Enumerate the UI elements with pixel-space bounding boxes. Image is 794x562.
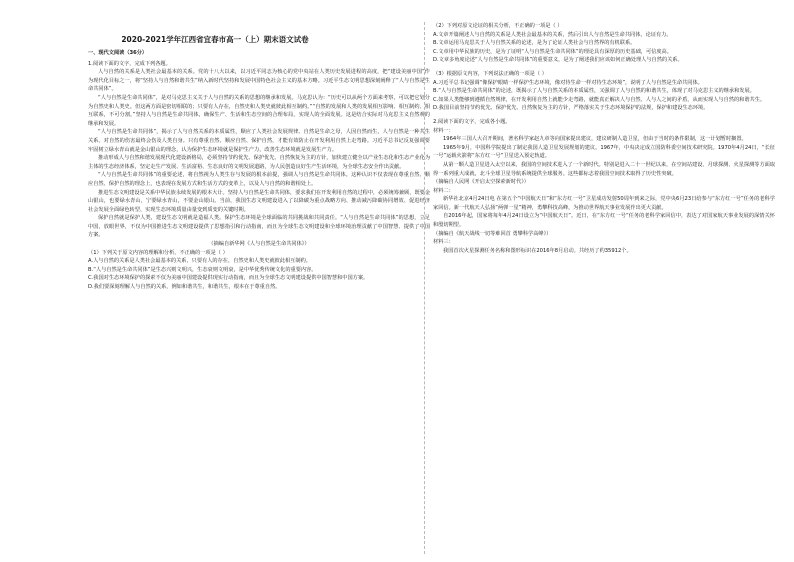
question-intro: 1.阅读下面的文字，完成下列各题。 — [88, 60, 171, 67]
paragraph: 1965年9月，中国科学院提出了制定我国人造卫星发展规划的建议。1967年，中央决定成立国防科委空间技术研究院。1970年4月24日，“长征一号”运载火箭将“东方红一号”卫星送入预定轨道。 — [433, 144, 775, 160]
left-column — [88, 48, 430, 554]
material-label: 材料三： — [433, 239, 454, 246]
paragraph: “人与自然是生命共同体”的重要论述，将自然视为人类生存与发展的根本前提，强调人与自然是生命共同体。这种认识不仅表现在尊重自然、顺应自然、保护自然的理念上，也表现在发展方式和生活方式的变革上，以及人与自然的和谐相处上。 — [88, 172, 430, 187]
option: B.文章运用马克思关于人与自然关系的论述，是为了论证人类社会与自然界的有机联系。 — [433, 40, 636, 47]
paragraph: 推动形成人与自然和谐发展现代化建设新格局，必须坚持节约优先、保护优先、自然恢复为主的方针，加快建立健全以产业生态化和生态产业化为主体的生态经济体系，坚定走生产发展、生活富裕、生态良好的文明发展道路，为人民创造良好生产生活环境，为全球生态安全作出贡献。 — [88, 155, 430, 170]
paragraph: 我国首次火星探测任务名称和图形标识在2016年8月启动。共经历了约35912个。 — [443, 247, 632, 254]
paragraph: “人与自然是生命共同体”，是对马克思主义关于人与自然的关系的思想的继承和发展。马克思认为：“历史可以从两个方面来考察，可以把它划分为自然史和人类史。但这两方面是密切相联的；只要有人存在，自然史和人类史就彼此相互制约。”“自然的发展和人类的发展相互影响、相互制约、相互联系，不可分割。”坚持人与自然是生命共同体，确保生产、生活和生态空间的合理布局，实现人的全面发展。这是结合实际对马克思主义自然观的继承和发展。 — [88, 94, 430, 127]
option: D.我们要深刻理解人与自然的关系，例如和谐共生，和谐共生，根本在于尊重自然。 — [88, 284, 281, 291]
source-note: （摘编自新华网《人与自然是生命共同体》） — [208, 241, 310, 248]
option: A.文章开篇阐述人与自然的关系是人类社会最基本的关系，然后引出人与自然是生命共同体，论证有力。 — [433, 31, 672, 38]
question: （3）根据原文内容，下列说法正确的一项是（ ） — [433, 70, 547, 77]
material-label: 材料一： — [433, 127, 454, 134]
option: A.人与自然的关系是人类社会最基本的关系，只要有人的存在，自然史和人类史就彼此相互制约。 — [88, 258, 311, 265]
section-heading: 一、现代文阅读（36分） — [88, 50, 148, 56]
column-divider — [424, 22, 425, 554]
question-intro: 2.阅读下面的文字，完成各小题。 — [433, 118, 511, 125]
paragraph: 自2016年起，国家将每年4月24日设立为“中国航天日”。近日，在“东方红一号”任务的老科学家回信中，表达了对国家航天事业发展的深情关怀和殷切期望。 — [433, 213, 775, 229]
page-title: 2020-2021学年江西省宜春市高一（上）期末语文试卷 — [121, 35, 309, 44]
option: B.“人与自然是生命共同体”的论述，既揭示了人与自然关系的本质属性，又强调了人与自然的和谐共生，体现了对马克思主义的继承和发展。 — [433, 88, 755, 95]
paragraph: 从第一颗人造卫星进入太空以来，我国的空间技术进入了一个新时代。特别是进入二十一世纪以来，在空间站建设、月球探测、火星探测等方面取得一系列重大成就，北斗全球卫星导航系统提供全球服务。这些都标志着我国空间技术取得了历史性突破。 — [433, 161, 775, 177]
paragraph: 人与自然的关系是人类社会最基本的关系。党的十八大以来，以习近平同志为核心的党中央站在人类历史发展进程的高度，把“建设美丽中国”作为现代化目标之一，将“坚持人与自然和谐共生”纳入新时代坚持和发展中国特色社会主义的基本方略。习近平生态文明思想深刻阐释了“人与自然是生命共同体”。 — [88, 69, 430, 93]
paragraph: 保护自然就是保护人类，建设生态文明就是造福人类。保护生态环境是全球面临的共同挑战和共同责任。“人与自然是生命共同体”的思想，立足中国，放眼世界，不仅为中国推进生态文明建设提供了思想指引和行动指南，而且为全球生态文明建设和全球环境治理贡献了中国智慧、提供了中国方案。 — [88, 215, 430, 239]
material-label: 材料二： — [433, 187, 454, 194]
paragraph: 新华社北京4月24日电 在第五个“中国航天日”和“东方红一号”卫星成功发射50周年到来之际，党中央6月23日给参与“东方红一号”任务的老科学家回信。新一代航天人弘扬“两弹一星”精神，勇攀科技高峰，为推动世界航天事业发展作出更大贡献。 — [433, 196, 775, 211]
paragraph: 推进生态文明建设是关系中华民族永续发展的根本大计。坚持人与自然是生命共同体，要求我们在开发利用自然的过程中，必须统筹兼顾，既要金山银山，也要绿水青山，宁要绿水青山，不要金山银山。当前，我国生态文明建设进入了以降碳为重点战略方向、推动减污降碳协同增效、促进经济社会发展全面绿色转型、实现生态环境质量由量变到质变的关键时期。 — [88, 189, 430, 213]
option: D.文章多角度论述“人与自然是生命共同体”的重要意义，是为了阐述我们应该如何正确处理人与自然的关系。 — [433, 57, 683, 64]
question: （1）下列关于原文内容的理解和分析，不正确的一项是（ ） — [88, 249, 228, 256]
option: B.“人与自然是生命共同体”是生态兴则文明兴，生态衰则文明衰，是中华优秀传统文化的重要内容。 — [88, 266, 317, 273]
option: A.习近平总书记强调“像保护眼睛一样保护生态环境，像对待生命一样对待生态环境”，说明了人与自然是生命共同体。 — [433, 79, 703, 86]
source-note: （摘编自人民网《开启太空探索新时代》） — [433, 179, 529, 186]
option: C.我国对生态环境保护的探索不仅为美丽中国建设提供现实行动指南，而且为全球生态文明建设提供中国智慧和中国方案。 — [88, 275, 369, 282]
option: C.如果人类能够到遵循自然规律，在开发利用自然上就能少走弯路，就能真正解决人与自然、人与人之间的矛盾，从而实现人与自然的和谐共生。 — [433, 96, 766, 103]
right-column — [433, 22, 775, 556]
paragraph: “人与自然是生命共同体”，揭示了人与自然关系的本质属性，顺应了人类社会发展规律。自然是生命之母，人因自然而生，人与自然是一种共生关系。对自然的伤害最终会伤及人类自身。只有尊重自然、顺应自然、保护自然，才能有效防止在开发利用自然上走弯路。习近平总书记反复强调要牢固树立绿水青山就是金山银山的理念，认为保护生态环境就是保护生产力，改善生态环境就是发展生产力。 — [88, 129, 430, 153]
option: C.文章用中华民族的历史，是为了证明“人与自然是生命共同体”的理论具有深厚的历史基础，可信度高。 — [433, 48, 672, 55]
paragraph: 1964年三国人大召开期间，著名科学家赵九章等向国家提出建议，建议研制人造卫星，但由于当时的条件限制，这一计划暂时搁置。 — [443, 136, 747, 143]
source-note: （摘编自《航天战线一切等难回首 勇攀科学高峰》） — [433, 230, 552, 237]
question: （2）下列对原文论证的相关分析，不正确的一项是（ ） — [433, 23, 563, 29]
option: D.我国目前坚持节约优先、保护优先、自然恢复为主的方针，严格落实关于生态环境保护的法规，保护和建设生态环境。 — [433, 105, 709, 112]
